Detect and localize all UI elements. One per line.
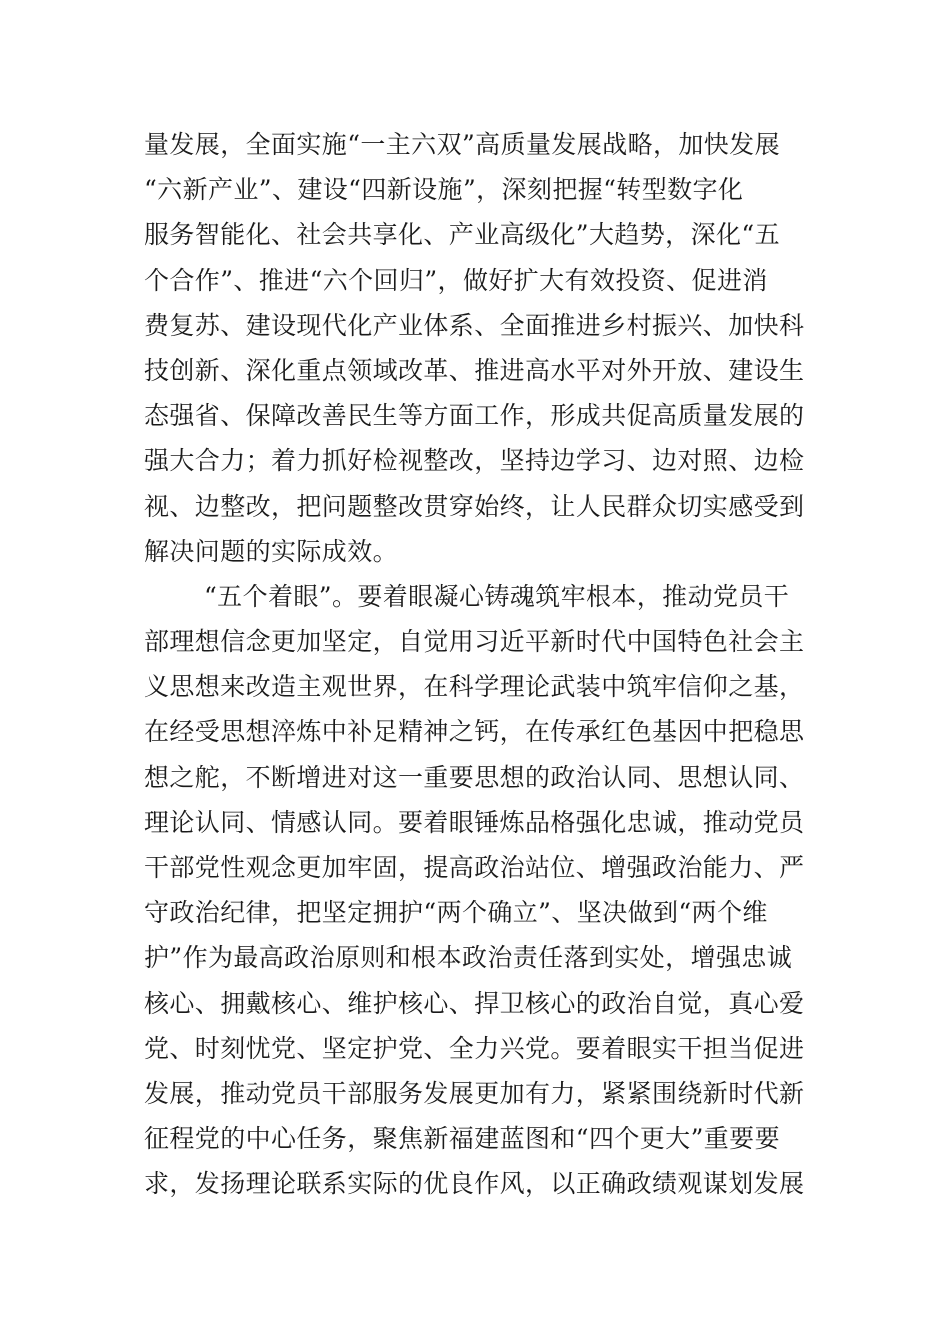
- text-line: 征程党的中心任务，聚焦新福建蓝图和“四个更大”重要要: [144, 1124, 780, 1154]
- paragraph-start-line: “五个着眼”。要着眼凝心铸魂筑牢根本，推动党员干: [204, 581, 790, 611]
- body-text: [144, 122, 806, 1207]
- text-line: “六新产业”、建设“四新设施”，深刻把握“转型数字化: [144, 175, 744, 205]
- text-line: 干部党性观念更加牢固，提高政治站位、增强政治能力、严: [144, 853, 805, 882]
- text-line: 求，发扬理论联系实际的优良作风，以正确政绩观谋划发展: [144, 1169, 805, 1199]
- text-line: 党、时刻忧党、坚定护党、全力兴党。要着眼实干担当促进: [144, 1033, 805, 1063]
- text-line: 护”作为最高政治原则和根本政治责任落到实处，增强忠诚: [144, 943, 793, 973]
- text-line: 量发展，全面实施“一主六双”高质量发展战略，加快发展: [144, 130, 780, 159]
- text-line: 守政治纪律，把坚定拥护“两个确立”、坚决做到“两个维: [144, 898, 768, 928]
- text-line: 核心、拥戴核心、维护核心、捍卫核心的政治自觉，真心爱: [144, 988, 805, 1018]
- text-line: 解决问题的实际成效。: [144, 536, 399, 566]
- text-line: 态强省、保障改善民生等方面工作，形成共促高质量发展的: [144, 401, 805, 431]
- text-line: 发展，推动党员干部服务发展更加有力，紧紧围绕新时代新: [144, 1078, 805, 1108]
- text-line: 服务智能化、社会共享化、产业高级化”大趋势，深化“五: [144, 220, 780, 250]
- text-line: 在经受思想淬炼中补足精神之钙，在传承红色基因中把稳思: [144, 717, 805, 747]
- text-line: 费复苏、建设现代化产业体系、全面推进乡村振兴、加快科: [144, 310, 805, 340]
- text-line: 部理想信念更加坚定，自觉用习近平新时代中国特色社会主: [144, 627, 805, 657]
- text-line: 义思想来改造主观世界，在科学理论武装中筑牢信仰之基，: [144, 672, 805, 702]
- text-line: 想之舵，不断增进对这一重要思想的政治认同、思想认同、: [144, 762, 805, 792]
- text-line: 技创新、深化重点领域改革、推进高水平对外开放、建设生: [144, 355, 805, 385]
- text-line: 视、边整改，把问题整改贯穿始终，让人民群众切实感受到: [144, 491, 805, 521]
- text-line: 个合作”、推进“六个回归”，做好扩大有效投资、促进消: [144, 265, 768, 295]
- text-line: 理论认同、情感认同。要着眼锤炼品格强化忠诚，推动党员: [144, 807, 805, 837]
- text-line: 强大合力；着力抓好检视整改，坚持边学习、边对照、边检: [144, 446, 805, 476]
